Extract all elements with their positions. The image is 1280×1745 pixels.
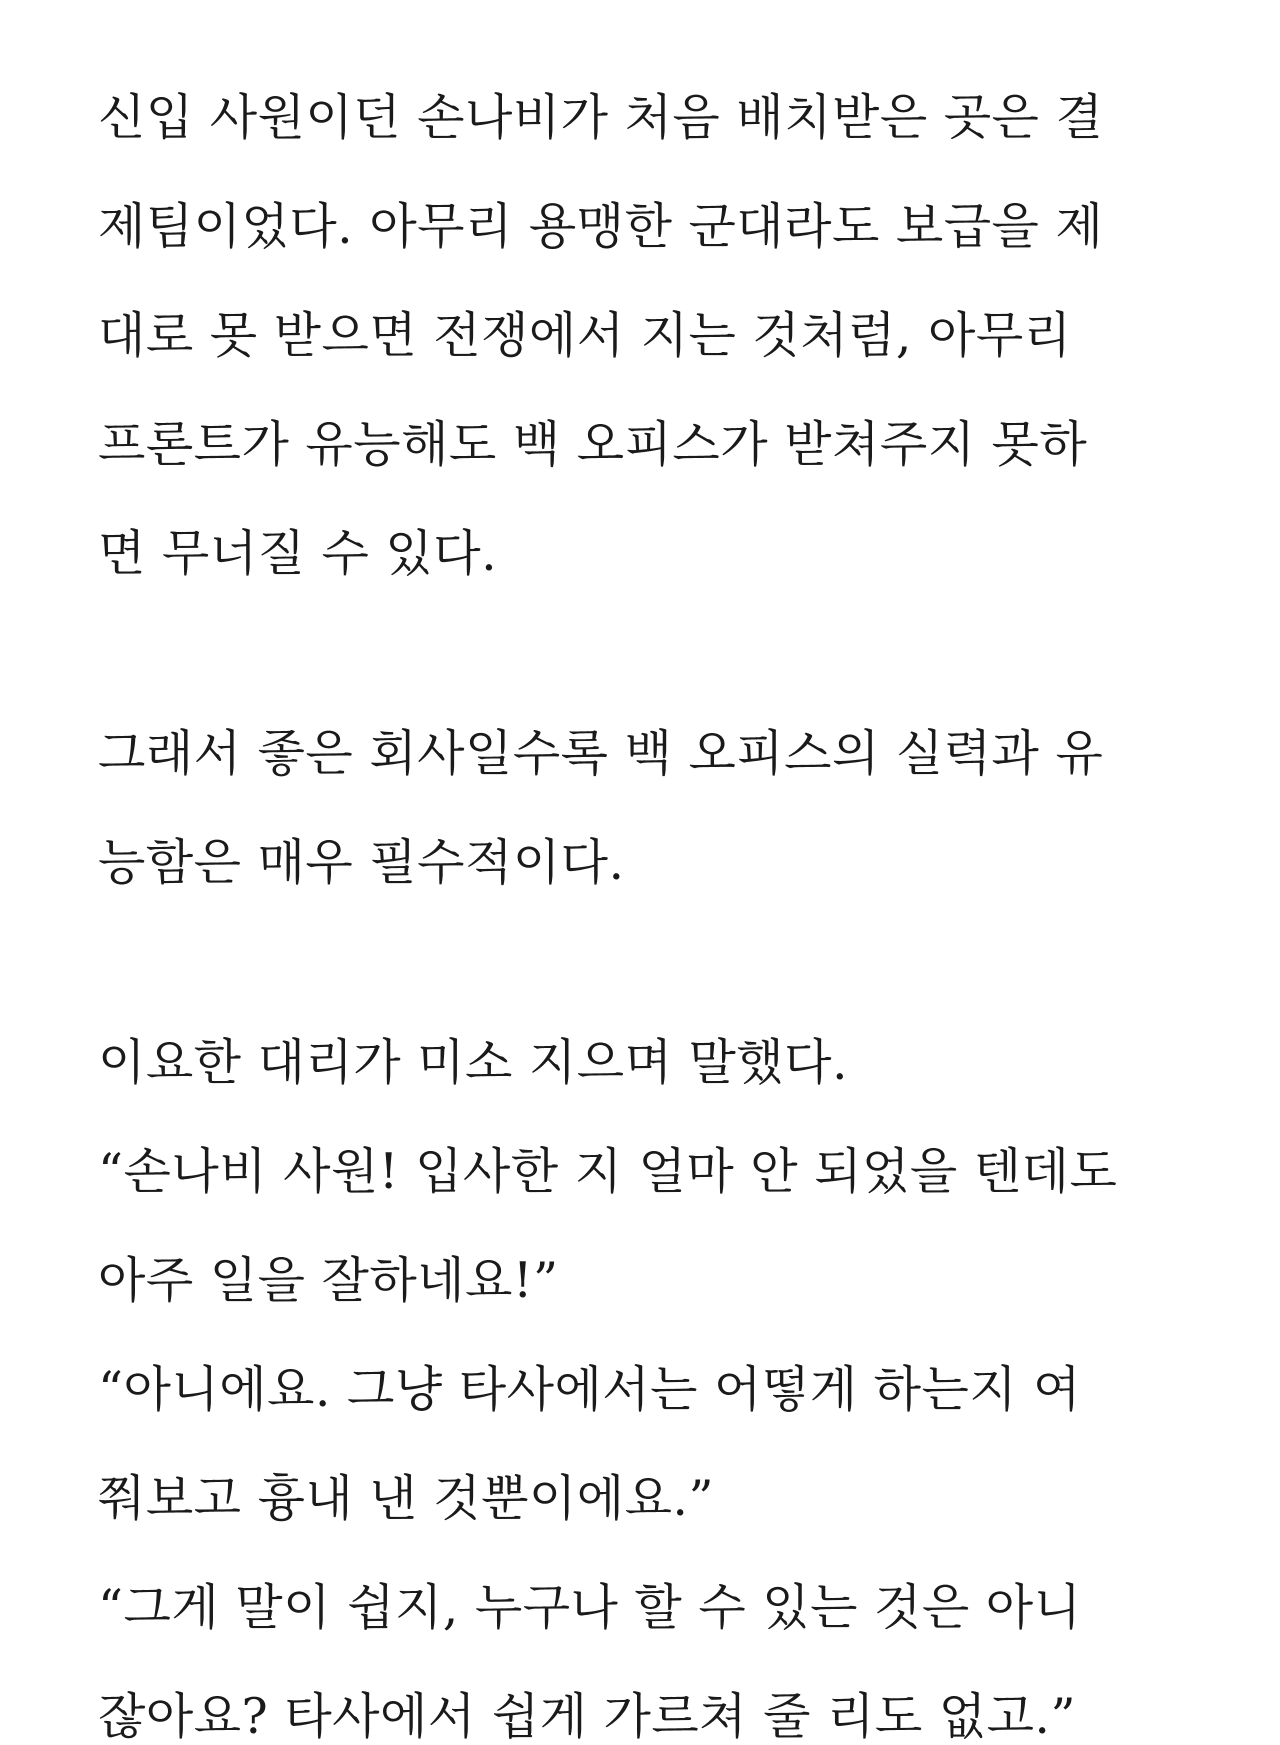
- paragraph-3: [98, 1034, 1280, 1745]
- dialogue-line: “손나비 사원! 입사한 지 얼마 안 되었을 텐데도: [98, 1143, 1118, 1200]
- text-line: 면 무너질 수 있다.: [98, 525, 498, 582]
- text-line: 대로 못 받으면 전쟁에서 지는 것처럼, 아무리: [98, 307, 1072, 364]
- dialogue-line: 잖아요? 타사에서 쉽게 가르쳐 줄 리도 없고.”: [98, 1688, 1077, 1745]
- text-line: 제팀이었다. 아무리 용맹한 군대라도 보급을 제: [98, 198, 1104, 255]
- text-line: 능함은 매우 필수적이다.: [98, 834, 625, 891]
- dialogue-line: “아니에요. 그냥 타사에서는 어떻게 하는지 여: [98, 1361, 1082, 1418]
- text-line: 이요한 대리가 미소 지으며 말했다.: [98, 1034, 849, 1091]
- dialogue-line: 쭤보고 흉내 낸 것뿐이에요.”: [98, 1470, 715, 1527]
- paragraph-2: [98, 725, 1280, 891]
- paragraph-1: [98, 89, 1280, 582]
- dialogue-line: “그게 말이 쉽지, 누구나 할 수 있는 것은 아니: [98, 1579, 1082, 1636]
- text-line: 그래서 좋은 회사일수록 백 오피스의 실력과 유: [98, 725, 1104, 782]
- text-line: 프론트가 유능해도 백 오피스가 받쳐주지 못하: [98, 416, 1088, 473]
- dialogue-line: 아주 일을 잘하네요!”: [98, 1252, 559, 1309]
- text-line: 신입 사원이던 손나비가 처음 배치받은 곳은 결: [98, 89, 1104, 146]
